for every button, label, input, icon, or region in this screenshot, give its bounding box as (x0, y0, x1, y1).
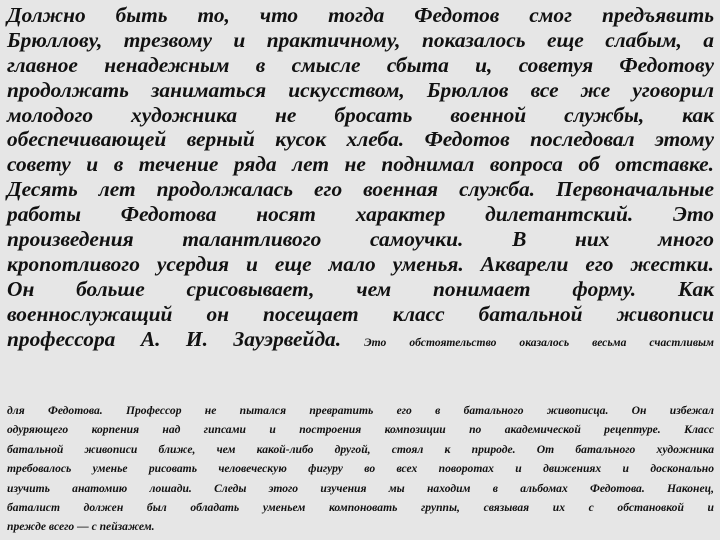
small-text-line: изучить анатомию лошади. Следы этого изучения мы находим в альбомах Федотова. Наконец, (7, 481, 714, 495)
text-line: Брюллову, трезвому и практичному, показалось еще слабым, а (7, 27, 714, 52)
small-text-line: баталист должен был обладать уменьем компоновать группы, связывая их с обстановкой и (7, 500, 714, 514)
text-line: продолжать заниматься искусством, Брюллов все же уговорил (7, 77, 714, 102)
small-text-line: для Федотова. Профессор не пытался превратить его в батального живописца. Он избежал (7, 404, 714, 417)
small-text-block (7, 401, 714, 537)
text-line: главное ненадежным в смысле сбыта и, советуя Федотову (7, 52, 714, 77)
text-line: военнослужащий он посещает класс батальной живописи (7, 301, 714, 326)
text-line: Десять лет продолжалась его военная служба. Первоначальные (7, 177, 714, 202)
small-text-line: требовалось уменье рисовать человеческую фигуру во всех поворотах и движениях и досконально (7, 462, 714, 476)
small-text-line: прежде всего — с пейзажем. (7, 520, 155, 534)
text-line: Он больше срисовывает, чем понимает форму. Как (7, 276, 714, 301)
text-line: кропотливого усердия и еще мало уменья. Акварели его жестки. (7, 251, 714, 276)
text-line: произведения талантливого самоучки. В них много (7, 227, 714, 252)
small-text-line: одуряющего корпения над гипсами и построения композиции по академической рецептуре. Класс (7, 423, 714, 437)
text-line: молодого художника не бросать военной службы, как (7, 102, 714, 127)
large-text-block (7, 3, 714, 351)
text-line: работы Федотова носят характер дилетантский. Это (7, 202, 714, 227)
mixed-text-line (7, 327, 714, 352)
text-line: обеспечивающей верный кусок хлеба. Федотов последовал этому (7, 127, 714, 152)
text-line: Должно быть то, что тогда Федотов смог предъявить (7, 3, 714, 27)
mixed-line-small-part: Это обстоятельство оказалось весьма счастливым (341, 335, 714, 349)
small-text-line: батальной живописи ближе, чем какой-либо другой, стоял к природе. От батального художника (7, 442, 714, 456)
text-line: совету и в течение ряда лет не поднимал вопроса об отставке. (7, 152, 714, 177)
mixed-line-large-part: профессора А. И. Зауэрвейда. (7, 326, 342, 351)
